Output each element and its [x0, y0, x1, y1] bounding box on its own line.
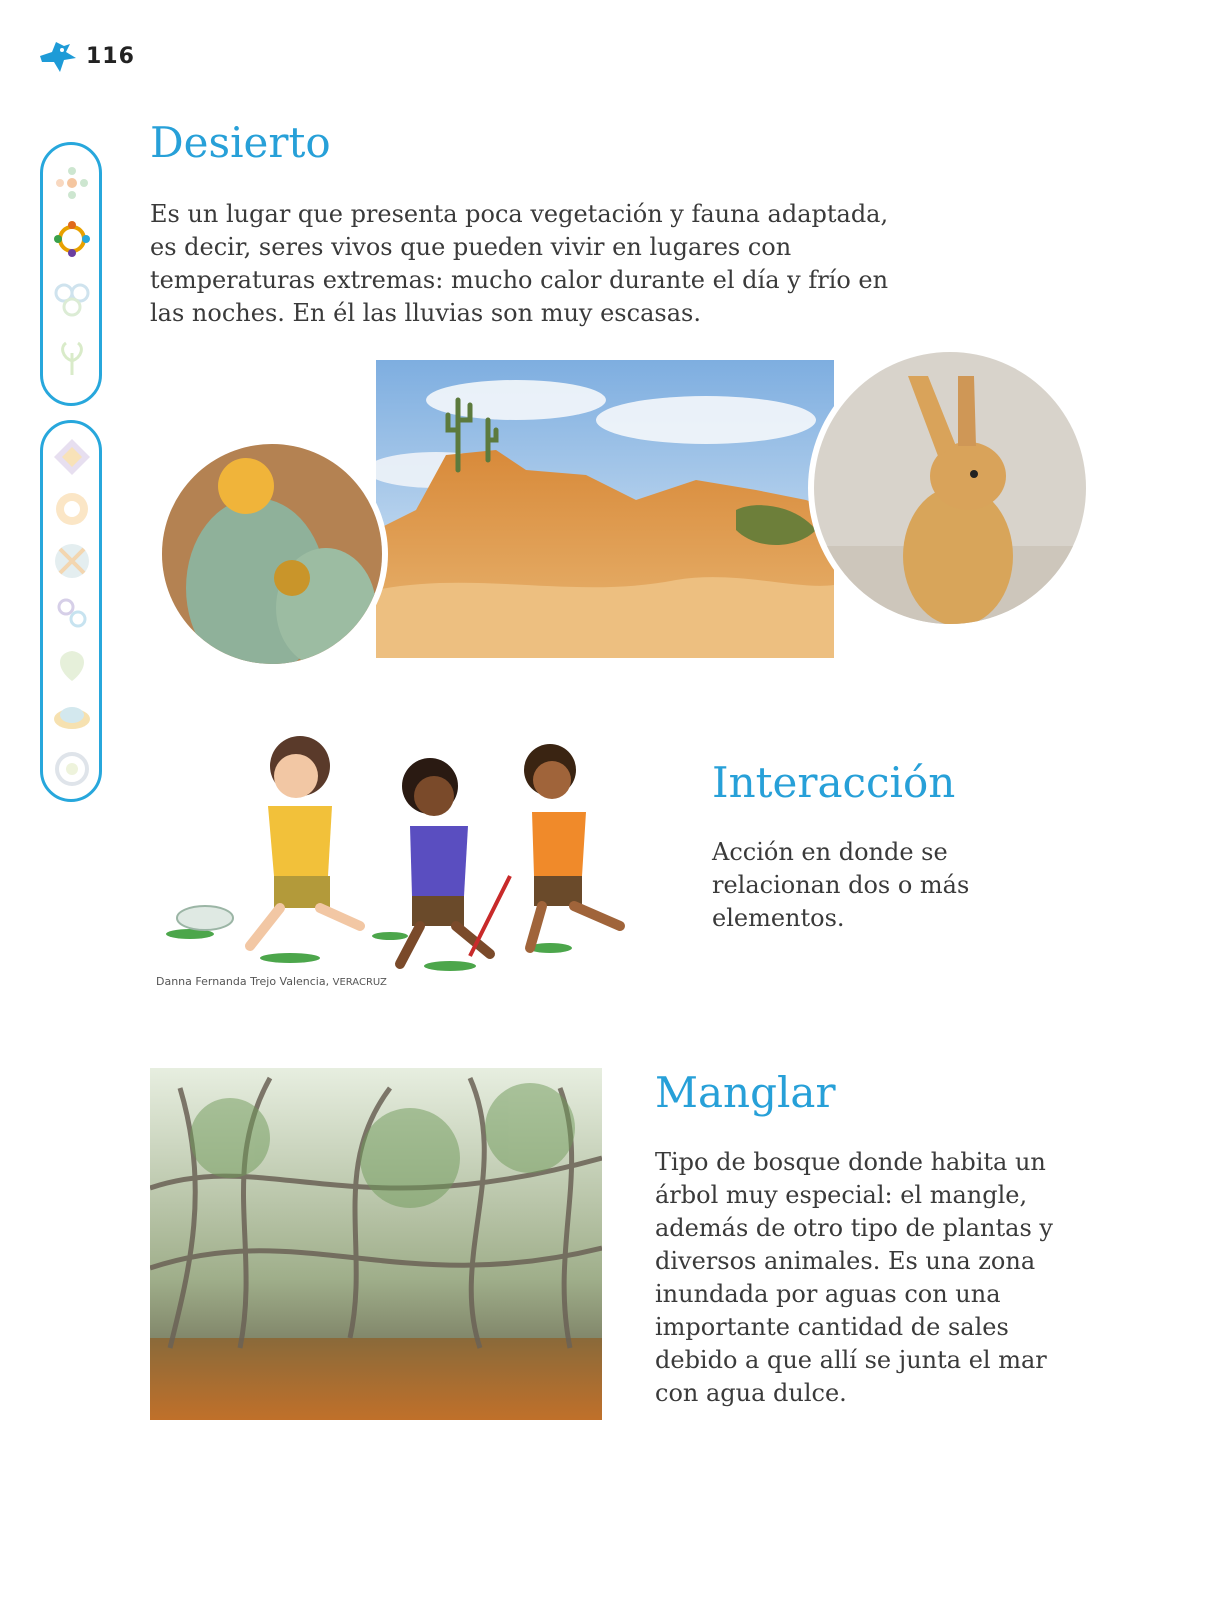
diamond-pattern-icon [52, 437, 92, 477]
flower-pattern-icon [52, 163, 92, 203]
cactus-flower-image [156, 438, 388, 670]
side-rail-top [40, 142, 102, 406]
manglar-description: Tipo de bosque donde habita un árbol muy especial: el mangle, además de otro tipo de plantas y diversos animales. Es una zona inundada por aguas con una importante cantidad de sales debido a que allí se junta el mar con agua dulce. [655, 1148, 1053, 1407]
illustration-credit [156, 975, 387, 988]
cross-square-icon [52, 541, 92, 581]
section-title-manglar: Manglar [655, 1068, 836, 1117]
side-rail-bottom [40, 420, 102, 802]
people-circle-icon [52, 219, 92, 259]
children-running-illustration [150, 726, 670, 976]
spiral-icon [52, 489, 92, 529]
hare-image [808, 346, 1092, 630]
circle-swirl-icon [52, 749, 92, 789]
turtle-shell-icon [52, 697, 92, 737]
leaf-heart-icon [52, 645, 92, 685]
section-title-interaccion: Interacción [712, 758, 956, 807]
chain-link-icon [52, 593, 92, 633]
linked-figures-icon [52, 279, 92, 319]
section-title-desierto: Desierto [150, 118, 331, 167]
mangrove-forest-image [150, 1068, 602, 1420]
interaccion-description: Acción en donde se relacionan dos o más elementos. [712, 838, 970, 932]
desert-landscape-image [376, 360, 834, 658]
page-number: 116 [86, 44, 135, 69]
credit-name: Danna Fernanda Trejo Valencia, [156, 975, 333, 988]
desierto-description: Es un lugar que presenta poca vegetación y fauna adaptada, es decir, seres vivos que pueden vivir en lugares con temperaturas extremas: mucho calor durante el día y frío en las noches. En él las lluvias son muy escasas. [150, 200, 889, 327]
credit-place: VERACRUZ [332, 977, 387, 988]
plant-sprout-icon [52, 339, 92, 379]
hummingbird-logo-icon [36, 38, 78, 76]
